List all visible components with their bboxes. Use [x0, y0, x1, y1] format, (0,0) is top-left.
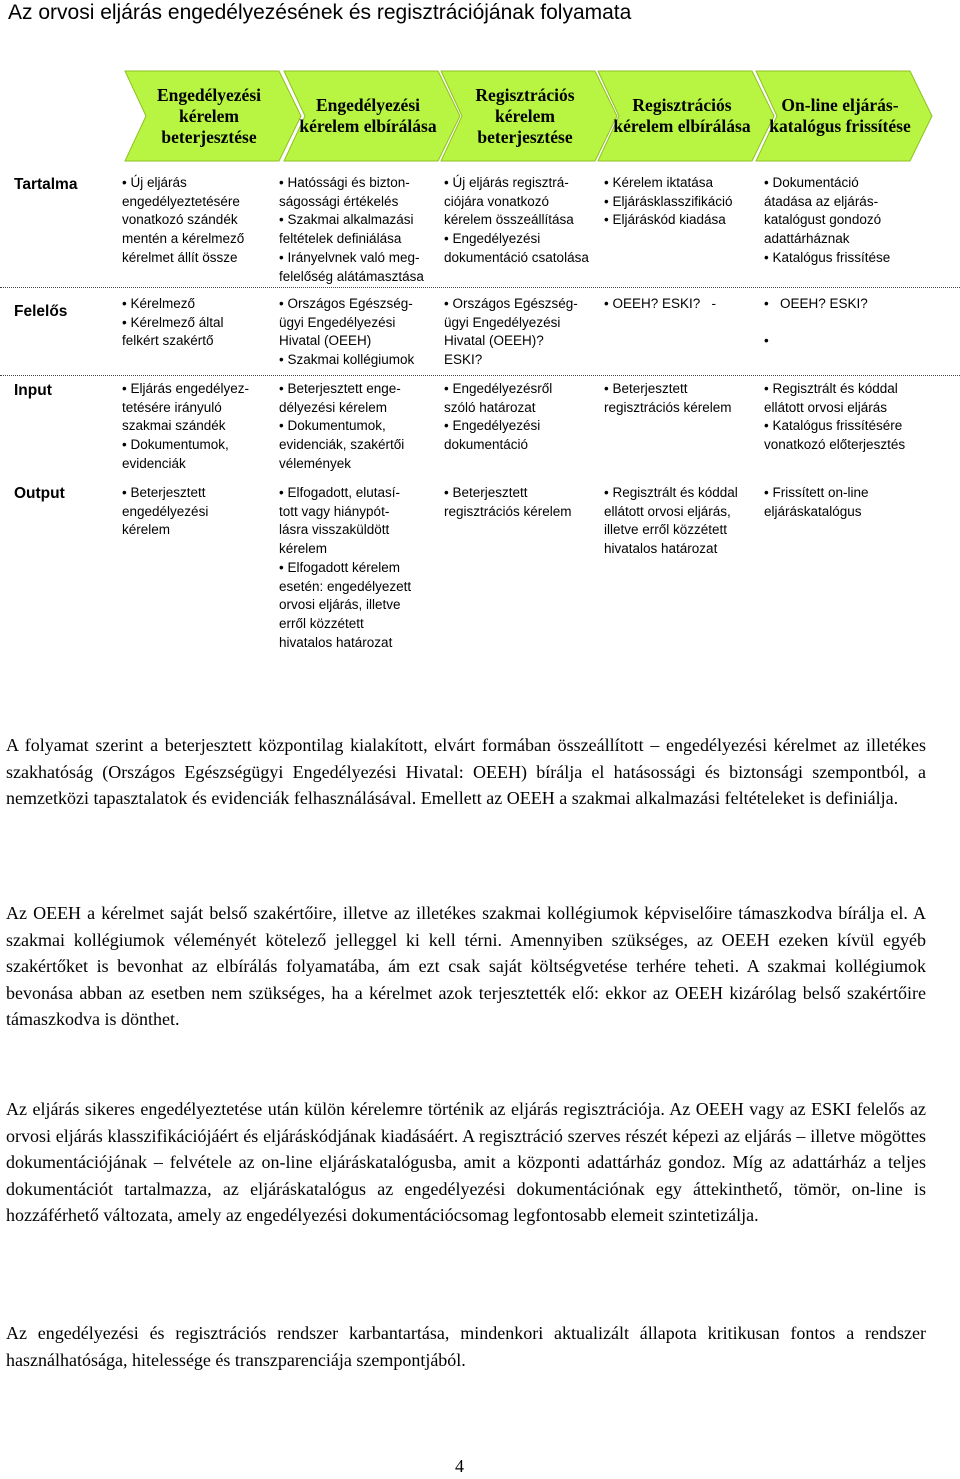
cell-line: kérelmet állít össze	[122, 249, 238, 265]
paragraph-2: Az OEEH a kérelmet saját belső szakértőire, illetve az illetékes szakmai kollégiumok képviselőire támaszkodva bírálja el. A szakmai kollégiumok véleményét kötelező jelleggel ki kell térni. Amennyiben szükséges, az OEEH ezeken kívül egyéb szakértőket is bevonhat az elbírálás folyamatába, ám ezt csak saját költségvetése terhére teheti. A szakmai kollégiumok bevonása abban az esetben nem szükséges, ha a kérelmet azok terjesztették elő: ekkor az OEEH kizárólag belső szakértőire támaszkodva is dönthet.	[6, 903, 926, 1030]
cell-line: • Országos Egészség-	[444, 296, 578, 311]
cell-line: ügyi Engedélyezési	[444, 314, 561, 330]
cell-felelos-col3	[444, 295, 578, 370]
cell-line: szóló határozat	[444, 399, 536, 415]
cell-line: • Beterjesztett enge-	[279, 381, 401, 396]
cell-line: mentén a kérelmező	[122, 231, 245, 247]
cell-line: • Katalógus frissítése	[764, 249, 891, 265]
cell-line: regisztrációs kérelem	[444, 503, 572, 519]
row-separator	[0, 375, 960, 376]
cell-line: • Eljáráskód kiadása	[604, 212, 726, 228]
cell-line: • Országos Egészség-	[279, 296, 413, 311]
cell-line: ságossági értékelés	[279, 193, 399, 209]
cell-line: vélemények	[279, 455, 352, 471]
process-step-2	[283, 70, 461, 162]
cell-line: • Dokumentáció	[764, 175, 859, 190]
cell-line: orvosi eljárás, illetve	[279, 597, 401, 613]
cell-line: • OEEH? ESKI? -	[604, 296, 717, 311]
cell-output-col2	[279, 484, 411, 652]
cell-line: • Elfogadott, elutasí-	[279, 485, 401, 500]
cell-line: illetve erről közzétett	[604, 522, 728, 538]
cell-input-col2	[279, 380, 404, 474]
cell-line: • Dokumentumok,	[279, 418, 386, 434]
cell-line: vonatkozó szándék	[122, 212, 238, 228]
cell-line: hivatalos határozat	[279, 634, 393, 650]
cell-input-col1	[122, 380, 249, 474]
cell-line: • Eljárás engedélyez-	[122, 381, 250, 396]
cell-felelos-col4	[604, 295, 716, 314]
process-step-3	[440, 70, 618, 162]
cell-line: • Új eljárás	[122, 175, 187, 190]
cell-line: regisztrációs kérelem	[604, 399, 732, 415]
cell-felelos-col1	[122, 295, 224, 351]
cell-line: eljáráskatalógus	[764, 503, 862, 519]
process-step-4	[597, 70, 775, 162]
process-step-1	[124, 70, 302, 162]
row-label-felelos: Felelős	[14, 303, 68, 320]
cell-line: tetésére irányuló	[122, 399, 222, 415]
process-step-label: On-line eljárás-katalógus frissítése	[769, 95, 911, 136]
cell-felelos-col2	[279, 295, 414, 370]
cell-line: • Eljárásklasszifikáció	[604, 193, 733, 209]
cell-input-col5	[764, 380, 905, 455]
paragraph-4: Az engedélyezési és regisztrációs rendszer karbantartása, mindenkori aktualizált állapota kritikusan fontos a rendszer használhatósága, hitelessége és transzparenciája szempontjából.	[6, 1323, 926, 1370]
cell-output-col5	[764, 484, 869, 521]
cell-line: szakmai szándék	[122, 418, 226, 434]
process-step-label: Regisztrációs kérelem beterjesztése	[475, 84, 575, 147]
cell-line: Hivatal (OEEH)	[279, 333, 372, 349]
process-step-5	[755, 70, 933, 162]
cell-tartalma-col3	[444, 174, 589, 268]
cell-line: tott vagy hiánypót-	[279, 503, 390, 519]
cell-line: • Szakmai kollégiumok	[279, 352, 415, 368]
cell-line: evidenciák, szakértői	[279, 437, 405, 453]
process-step-label: Regisztrációs kérelem elbírálása	[613, 95, 751, 136]
cell-line: átadása az eljárás-	[764, 193, 879, 209]
row-label-input: Input	[14, 382, 52, 399]
cell-line: hivatalos határozat	[604, 541, 718, 557]
cell-line: • Szakmai alkalmazási	[279, 212, 414, 228]
page-number: 4	[455, 1456, 464, 1476]
cell-line: • Regisztrált és kóddal	[604, 485, 738, 500]
row-label-tartalma: Tartalma	[14, 176, 78, 193]
cell-line: erről közzétett	[279, 615, 364, 631]
cell-line: • OEEH? ESKI?	[764, 296, 868, 311]
cell-line: dokumentáció csatolása	[444, 249, 589, 265]
cell-line: • Irányelvnek való meg-	[279, 249, 420, 265]
row-label-output: Output	[14, 485, 65, 502]
cell-line: ügyi Engedélyezési	[279, 314, 396, 330]
cell-line: ESKI?	[444, 352, 483, 368]
cell-line: • Beterjesztett	[604, 381, 688, 396]
cell-line: ciójára vonatkozó	[444, 193, 550, 209]
cell-line: • Kérelmező által	[122, 314, 224, 330]
cell-line: • Elfogadott kérelem	[279, 559, 401, 575]
cell-tartalma-col5	[764, 174, 890, 268]
cell-line: felelőség alátámasztása	[279, 268, 424, 284]
cell-line: • Engedélyezésről	[444, 381, 553, 396]
cell-line: •	[764, 333, 769, 349]
cell-line: • Kérelem iktatása	[604, 175, 714, 190]
cell-tartalma-col4	[604, 174, 733, 230]
cell-line: engedélyezési	[122, 503, 209, 519]
cell-output-col3	[444, 484, 572, 521]
cell-line: felkért szakértő	[122, 333, 214, 349]
cell-line: ellátott orvosi eljárás,	[604, 503, 731, 519]
row-separator	[0, 287, 960, 288]
cell-line: • Beterjesztett	[122, 485, 206, 500]
cell-line: • Katalógus frissítésére	[764, 418, 903, 434]
cell-line	[764, 314, 868, 333]
cell-line: engedélyeztetésére	[122, 193, 240, 209]
cell-output-col1	[122, 484, 208, 540]
cell-line: Hivatal (OEEH)?	[444, 333, 544, 349]
cell-input-col3	[444, 380, 552, 455]
process-step-label: Engedélyezési kérelem elbírálása	[299, 95, 437, 136]
cell-line: lásra visszaküldött	[279, 522, 390, 538]
cell-line: • Beterjesztett	[444, 485, 528, 500]
cell-tartalma-col2	[279, 174, 424, 286]
cell-line: kérelem	[122, 522, 171, 538]
cell-line: • Dokumentumok,	[122, 437, 229, 453]
cell-line: • Új eljárás regisztrá-	[444, 175, 569, 190]
cell-line: vonatkozó előterjesztés	[764, 437, 906, 453]
cell-line: esetén: engedélyezett	[279, 578, 412, 594]
cell-line: kérelem összeállítása	[444, 212, 574, 228]
cell-line: kérelem	[279, 541, 328, 557]
cell-line: evidenciák	[122, 455, 186, 471]
cell-line: • Hatóssági és bizton-	[279, 175, 410, 190]
cell-line: ellátott orvosi eljárás	[764, 399, 888, 415]
cell-line: • Regisztrált és kóddal	[764, 381, 898, 396]
cell-output-col4	[604, 484, 738, 559]
cell-tartalma-col1	[122, 174, 244, 268]
cell-input-col4	[604, 380, 732, 417]
cell-line: • Engedélyezési	[444, 418, 541, 434]
process-step-label: Engedélyezési kérelem beterjesztése	[156, 84, 261, 147]
cell-line: adattárháznak	[764, 231, 850, 247]
cell-felelos-col5	[764, 295, 868, 351]
paragraph-3: Az eljárás sikeres engedélyeztetése után külön kérelemre történik az eljárás regisztrációja. Az OEEH vagy az ESKI felelős az orvosi eljárás klasszifikációjáért és eljáráskódjának kiadásáért. A regisztráció szerves részét képezi az eljárás – illetve mögöttes dokumentációjának – felvétele az on-line eljáráskatalógusba, amit a központi adattárház gondoz. Míg az adattárház a teljes dokumentációt tartalmazza, az eljáráskatalógus az engedélyezési dokumentációnak egy áttekinthető, tömör, on-line is hozzáférhető változata, amely az engedélyezési dokumentációcsomag legfontosabb elemeit szintetizálja.	[6, 1099, 926, 1226]
cell-line: • Engedélyezési	[444, 231, 541, 247]
paragraph-1: A folyamat szerint a beterjesztett központilag kialakított, elvárt formában összeállított – engedélyezési kérelmet az illetékes szakhatóság (Országos Egészségügyi Engedélyezési Hivatal: OEEH) bírálja el hatásossági és biztonsági szempontból, a nemzetközi tapasztalatok és evidenciák felhasználásával. Emellett az OEEH a szakmai alkalmazási feltételeket is definiálja.	[6, 735, 926, 809]
cell-line: délyezési kérelem	[279, 399, 388, 415]
cell-line: dokumentáció	[444, 437, 529, 453]
cell-line: feltételek definiálása	[279, 231, 402, 247]
cell-line: • Kérelmező	[122, 296, 196, 311]
page-title: Az orvosi eljárás engedélyezésének és regisztrációjának folyamata	[8, 1, 632, 24]
cell-line: katalógust gondozó	[764, 212, 882, 228]
cell-line: • Frissített on-line	[764, 485, 869, 500]
